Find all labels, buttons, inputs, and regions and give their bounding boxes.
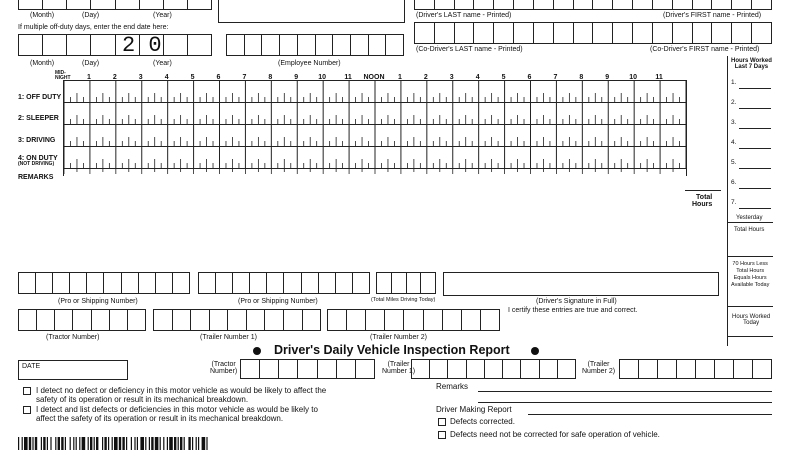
inspection-trailer-2-label: (Trailer Number 2) <box>582 361 616 375</box>
midnight-label: MID- NIGHT <box>55 70 71 81</box>
driver-signature-box[interactable] <box>443 272 719 296</box>
side-bottom-rule <box>727 336 773 337</box>
pro-number-1-boxes[interactable] <box>18 272 190 294</box>
hour-label-am: 8 <box>268 74 273 81</box>
hour-label-am: 3 <box>138 74 143 81</box>
hour-label-am: 7 <box>242 74 247 81</box>
year-prefix-digits: 2 0 <box>122 33 162 58</box>
info-box-top <box>218 0 405 23</box>
side-day-line[interactable] <box>739 128 771 129</box>
side-day-line[interactable] <box>739 108 771 109</box>
barcode-bar <box>18 437 19 450</box>
driver-last-label: (Driver's LAST name - Printed) <box>416 12 512 19</box>
defects-text: I detect and list defects or deficiencies in this motor vehicle as would be likely to affect the safety of its operation or result in its mechanical breakdown. <box>36 405 318 424</box>
hour-label-pm: 5 <box>501 74 506 81</box>
defects-corrected-text: Defects corrected. <box>450 417 515 426</box>
hour-label-pm: 1 <box>397 74 402 81</box>
side-day-label: 1. <box>731 79 737 86</box>
day-label: (Day) <box>82 60 100 67</box>
hour-label-pm: 8 <box>579 74 584 81</box>
barcode-bar <box>140 437 144 450</box>
barcode-bar <box>149 437 150 450</box>
trailer-number-1-label: (Trailer Number 1) <box>200 334 257 341</box>
end-date-boxes[interactable] <box>18 34 212 56</box>
barcode-bar <box>134 437 135 450</box>
title-bullet-right <box>531 347 539 355</box>
barcode-bar <box>131 437 132 450</box>
seventy-hours-label: 70 Hours Less Total Hours Equals Hours Available Today <box>731 261 770 289</box>
side-day-label: 6. <box>731 179 737 186</box>
barcode <box>18 437 210 450</box>
defects-corrected-checkbox[interactable] <box>438 418 446 426</box>
inspection-date-label: DATE <box>22 363 41 370</box>
barcode-bar <box>88 437 89 450</box>
title-bullet-left <box>253 347 261 355</box>
barcode-bar <box>32 437 33 450</box>
barcode-bar <box>163 437 164 450</box>
driver-first-label: (Driver's FIRST name - Printed) <box>663 12 762 19</box>
barcode-bar <box>180 437 182 450</box>
available-rule <box>727 306 773 307</box>
pro-number-2-boxes[interactable] <box>198 272 370 294</box>
barcode-bar <box>104 437 106 450</box>
total-miles-label: (Total Miles Driving Today) <box>371 297 436 303</box>
hour-label-am: 10 <box>318 74 327 81</box>
barcode-bar <box>188 437 190 450</box>
side-day-line[interactable] <box>739 168 771 169</box>
trailer-number-2-boxes[interactable] <box>327 309 500 331</box>
employee-number-boxes[interactable] <box>226 34 404 56</box>
side-column-rule <box>727 56 728 346</box>
barcode-bar <box>61 437 63 450</box>
yesterday-rule <box>727 222 773 223</box>
barcode-bar <box>96 437 98 450</box>
employee-number-label: (Employee Number) <box>278 60 341 67</box>
row-label-off-duty: 1: OFF DUTY <box>18 94 62 101</box>
driver-making-report-label: Driver Making Report <box>436 405 512 414</box>
month-label-top: (Month) <box>30 12 55 19</box>
row-label-not-driving: (NOT DRIVING) <box>18 161 55 167</box>
month-label: (Month) <box>30 60 55 67</box>
barcode-bar <box>22 437 23 450</box>
barcode-bar <box>50 437 51 450</box>
inspection-tractor-label: (Tractor Number) <box>210 361 238 375</box>
defects-checkbox[interactable] <box>23 406 31 414</box>
side-day-label: 2. <box>731 99 737 106</box>
total-hours-rule <box>685 190 721 191</box>
hour-label-pm: 11 <box>655 74 663 81</box>
barcode-bar <box>41 437 42 450</box>
barcode-bar <box>70 437 71 450</box>
hour-label-pm: 3 <box>449 74 454 81</box>
barcode-bar <box>79 437 80 450</box>
defects-not-corrected-text: Defects need not be corrected for safe operation of vehicle. <box>450 430 660 439</box>
codriver-first-label: (Co-Driver's FIRST name - Printed) <box>650 46 760 53</box>
barcode-bar <box>155 437 159 450</box>
barcode-bar <box>174 437 176 450</box>
barcode-bar <box>151 437 153 450</box>
hours-worked-7-days: Hours Worked Last 7 Days <box>731 58 772 70</box>
barcode-bar <box>126 437 127 450</box>
barcode-bar <box>94 437 95 450</box>
barcode-bar <box>65 437 66 450</box>
driver-making-line[interactable] <box>528 414 772 415</box>
remarks-line-2[interactable] <box>478 402 772 403</box>
barcode-bar <box>145 437 146 450</box>
side-day-label: 5. <box>731 159 737 166</box>
barcode-bar <box>108 437 109 450</box>
tractor-number-label: (Tractor Number) <box>46 334 100 341</box>
barcode-bar <box>119 437 121 450</box>
barcode-bar <box>192 437 193 450</box>
pro-number-2-label: (Pro or Shipping Number) <box>238 298 318 305</box>
certify-text: I certify these entries are true and correct. <box>508 307 638 314</box>
day-label-top: (Day) <box>82 12 100 19</box>
barcode-bar <box>24 437 28 450</box>
remarks-line-1[interactable] <box>478 391 772 392</box>
hour-label-pm: 7 <box>553 74 558 81</box>
inspection-report-title: Driver's Daily Vehicle Inspection Report <box>274 343 510 357</box>
barcode-bar <box>169 437 173 450</box>
hour-label-am: 2 <box>112 74 117 81</box>
barcode-bar <box>76 437 77 450</box>
hour-label-am: 9 <box>294 74 299 81</box>
barcode-bar <box>43 437 45 450</box>
hour-label-pm: 2 <box>423 74 428 81</box>
side-day-line[interactable] <box>739 148 771 149</box>
remarks-inspection-label: Remarks <box>436 382 469 391</box>
barcode-bar <box>29 437 31 450</box>
barcode-bar <box>178 437 179 450</box>
side-total-hours: Total Hours <box>734 227 765 233</box>
hour-label-am: 11 <box>344 74 352 81</box>
barcode-bar <box>102 437 103 450</box>
barcode-bar <box>196 437 197 450</box>
barcode-bar <box>82 437 86 450</box>
row-label-sleeper: 2: SLEEPER <box>18 115 59 122</box>
barcode-bar <box>198 437 199 450</box>
defects-not-corrected-checkbox[interactable] <box>438 431 446 439</box>
hour-label-pm: 6 <box>527 74 532 81</box>
barcode-bar <box>47 437 48 450</box>
row-label-on-duty: 4: ON DUTY <box>18 155 58 162</box>
total-hours-label: Total Hours <box>692 194 713 208</box>
barcode-bar <box>206 437 207 450</box>
barcode-bar <box>73 437 74 450</box>
codriver-name-boxes[interactable] <box>414 22 772 44</box>
barcode-bar <box>122 437 124 450</box>
yesterday-label: Yesterday <box>736 215 763 221</box>
side-day-label: 7. <box>731 199 737 206</box>
barcode-bar <box>112 437 113 450</box>
hour-label-am: 5 <box>190 74 195 81</box>
hour-label-pm: 4 <box>475 74 480 81</box>
hour-label-pm: 9 <box>605 74 610 81</box>
row-label-driving: 3: DRIVING <box>18 137 56 144</box>
hour-label-am: 1 <box>86 74 91 81</box>
driver-name-boxes[interactable] <box>414 0 772 10</box>
barcode-bar <box>160 437 161 450</box>
inspection-trailer-1-label: (Trailer Number 1) <box>382 361 416 375</box>
barcode-bar <box>58 437 60 450</box>
multi-day-note: If multiple off-duty days, enter the end date here: <box>18 24 169 31</box>
barcode-bar <box>55 437 56 450</box>
barcode-bar <box>137 437 138 450</box>
date-boxes-top[interactable] <box>18 0 212 10</box>
remarks-label: REMARKS <box>18 174 54 181</box>
total-hours-side-rule <box>727 256 773 257</box>
barcode-bar <box>167 437 168 450</box>
hours-worked-today: Hours Worked Today <box>732 314 771 326</box>
trailer-number-2-label: (Trailer Number 2) <box>370 334 427 341</box>
hour-label-am: 4 <box>164 74 169 81</box>
barcode-bar <box>114 437 118 450</box>
barcode-bar <box>90 437 92 450</box>
no-defect-text: I detect no defect or deficiency in this motor vehicle as would be likely to affect the safety of its operation or result in its mechanical breakdown. <box>36 386 327 405</box>
side-day-label: 4. <box>731 139 737 146</box>
side-day-line[interactable] <box>739 188 771 189</box>
inspection-trailer-2-boxes[interactable] <box>619 359 772 379</box>
barcode-bar <box>184 437 185 450</box>
hour-label-pm: 10 <box>629 74 638 81</box>
barcode-bar <box>202 437 206 450</box>
no-defect-checkbox[interactable] <box>23 387 31 395</box>
barcode-bar <box>35 437 37 450</box>
side-day-line[interactable] <box>739 208 771 209</box>
total-miles-boxes[interactable] <box>376 272 436 294</box>
trailer-number-1-boxes[interactable] <box>153 309 321 331</box>
year-label-top: (Year) <box>153 12 172 19</box>
side-day-label: 3. <box>731 119 737 126</box>
inspection-tractor-boxes[interactable] <box>240 359 375 379</box>
signature-label: (Driver's Signature in Full) <box>536 298 617 305</box>
noon-label: NOON <box>363 74 385 81</box>
inspection-trailer-1-boxes[interactable] <box>411 359 576 379</box>
hour-label-am: 6 <box>216 74 221 81</box>
log-grid[interactable] <box>63 80 687 176</box>
year-label: (Year) <box>153 60 172 67</box>
tractor-number-boxes[interactable] <box>18 309 146 331</box>
codriver-last-label: (Co-Driver's LAST name - Printed) <box>416 46 523 53</box>
pro-number-1-label: (Pro or Shipping Number) <box>58 298 138 305</box>
side-day-line[interactable] <box>739 88 771 89</box>
